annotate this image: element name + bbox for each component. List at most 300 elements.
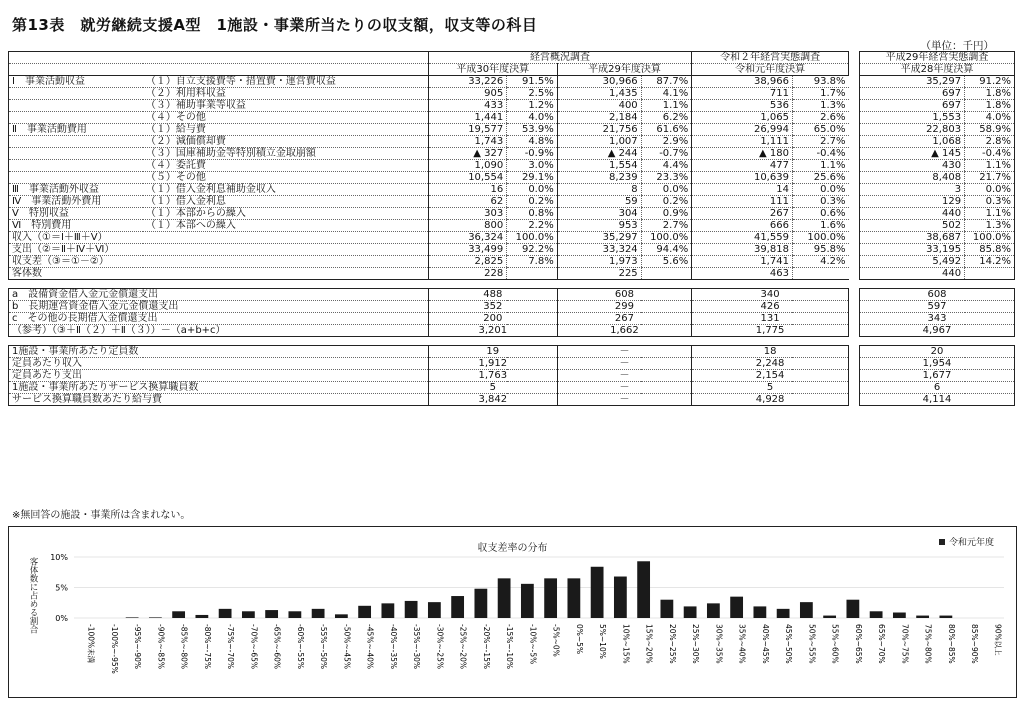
x-tick-label: 30%~35%: [714, 624, 724, 664]
ratio-cell: 4.8%: [507, 136, 558, 148]
table-row: [9, 196, 849, 208]
year1-header: 平成30年度決算: [428, 64, 557, 76]
chart-bar: [288, 611, 301, 618]
amount-cell: 129: [860, 196, 965, 208]
amount-cell: 2,184: [557, 112, 641, 124]
value-cell: 352: [428, 301, 557, 313]
amount-cell: 1,973: [557, 256, 641, 268]
x-tick-label: -20%~-15%: [481, 624, 491, 670]
table-row: [860, 100, 1015, 112]
chart-bar: [846, 600, 859, 618]
table-row: [860, 256, 1015, 268]
year3-header: 令和元年度決算: [692, 64, 849, 76]
amount-cell: 267: [692, 208, 793, 220]
x-tick-label: -15%~-10%: [505, 624, 515, 670]
amount-cell: 430: [860, 160, 965, 172]
table-row: [860, 76, 1015, 88]
table-row: [9, 301, 849, 313]
amount-cell: 10,639: [692, 172, 793, 184]
chart-bar: [149, 617, 162, 618]
ratio-cell: 0.9%: [641, 208, 692, 220]
row-category: [9, 112, 143, 124]
x-tick-label: -95%~-90%: [133, 624, 143, 670]
value-cell: 608: [557, 289, 691, 301]
x-tick-label: -25%~-20%: [458, 624, 468, 670]
table-row: [860, 301, 1015, 313]
amount-cell: 1,090: [428, 160, 506, 172]
ratio-cell: 2.8%: [965, 136, 1015, 148]
amount-cell: 1,554: [557, 160, 641, 172]
ratio-cell: 2.7%: [792, 136, 848, 148]
amount-cell: 1,111: [692, 136, 793, 148]
ratio-cell: [507, 268, 558, 280]
x-tick-label: 55%~60%: [830, 624, 840, 664]
ratio-cell: 0.3%: [792, 196, 848, 208]
row-category: [9, 160, 143, 172]
x-tick-label: -100%未満: [86, 624, 96, 664]
row-category: [9, 136, 143, 148]
table-row: [860, 196, 1015, 208]
chart-bar: [660, 600, 673, 618]
x-tick-label: 50%~55%: [807, 624, 817, 664]
table-row: [9, 220, 849, 232]
chart-bar: [916, 616, 929, 618]
amount-cell: 1,743: [428, 136, 506, 148]
x-tick-label: 10%~15%: [621, 624, 631, 664]
x-tick-label: 65%~70%: [877, 624, 887, 664]
ratio-cell: 6.2%: [641, 112, 692, 124]
row-item: （１）本部からの繰入: [143, 208, 428, 220]
ratio-cell: 53.9%: [507, 124, 558, 136]
value-cell: 3,842: [428, 394, 557, 406]
amount-cell: 14: [692, 184, 793, 196]
value-cell: 18: [692, 346, 849, 358]
value-cell: 6: [860, 382, 1015, 394]
chart-bar: [498, 578, 511, 618]
value-cell: 1,775: [692, 325, 849, 337]
ratio-cell: 65.0%: [792, 124, 848, 136]
x-tick-label: -45%~-40%: [365, 624, 375, 670]
x-tick-label: 90%以上: [993, 624, 1003, 656]
x-tick-label: -75%~-70%: [226, 624, 236, 670]
value-cell: 299: [557, 301, 691, 313]
chart-bar: [939, 616, 952, 618]
amount-cell: 33,226: [428, 76, 506, 88]
value-cell: 131: [692, 313, 849, 325]
amount-cell: 502: [860, 220, 965, 232]
table-row: [860, 112, 1015, 124]
amount-cell: 26,994: [692, 124, 793, 136]
page-title: 第13表 就労継続支援A型 1施設・事業所当たりの収支額，収支等の科目: [12, 16, 538, 34]
chart-bar: [242, 611, 255, 618]
x-tick-label: -50%~-45%: [342, 624, 352, 670]
row-category: [9, 88, 143, 100]
unit-label: （単位：千円）: [920, 40, 994, 52]
row-category: Ⅰ 事業活動収益: [9, 76, 143, 88]
chart-bar: [823, 616, 836, 618]
chart-bar: [474, 589, 487, 618]
survey3-header: 平成29年経営実態調査: [860, 52, 1015, 64]
amount-cell: 1,065: [692, 112, 793, 124]
amount-cell: ▲ 244: [557, 148, 641, 160]
table-row: [860, 184, 1015, 196]
x-tick-label: -60%~-55%: [295, 624, 305, 670]
value-cell: 4,928: [692, 394, 849, 406]
x-tick-label: -80%~-75%: [202, 624, 212, 670]
ratio-cell: [792, 268, 848, 280]
ratio-cell: -0.7%: [641, 148, 692, 160]
ratio-cell: 4.2%: [792, 256, 848, 268]
table-row: [860, 289, 1015, 301]
ratio-cell: 1.2%: [507, 100, 558, 112]
ratio-cell: 100.0%: [965, 232, 1015, 244]
amount-cell: 697: [860, 100, 965, 112]
ratio-cell: 1.6%: [792, 220, 848, 232]
value-cell: 1,662: [557, 325, 691, 337]
value-cell: －: [557, 394, 691, 406]
table-row: [860, 268, 1015, 280]
row-item: （１）借入金利息補助金収入: [143, 184, 428, 196]
amount-cell: 666: [692, 220, 793, 232]
x-tick-label: 15%~20%: [644, 624, 654, 664]
ratio-cell: 4.0%: [507, 112, 558, 124]
ratio-cell: 2.9%: [641, 136, 692, 148]
row-item: （２）減価償却費: [143, 136, 428, 148]
chart-bar: [381, 603, 394, 618]
row-category: Ⅵ 特別費用: [9, 220, 143, 232]
table-row: [860, 346, 1015, 358]
chart-bar: [707, 603, 720, 618]
amount-cell: 536: [692, 100, 793, 112]
ratio-cell: 93.8%: [792, 76, 848, 88]
table-row: [9, 256, 849, 268]
row-item: （４）委託費: [143, 160, 428, 172]
value-cell: －: [557, 370, 691, 382]
y-tick-label: 5%: [55, 583, 68, 593]
ratio-cell: 4.4%: [641, 160, 692, 172]
row-label: 定員あたり収入: [9, 358, 429, 370]
amount-cell: 39,818: [692, 244, 793, 256]
amount-cell: 38,687: [860, 232, 965, 244]
value-cell: －: [557, 358, 691, 370]
table-row: [860, 160, 1015, 172]
table-row: [9, 88, 849, 100]
year4-header: 平成28年度決算: [860, 64, 1015, 76]
row-category: 客体数: [9, 268, 429, 280]
row-category: Ⅳ 事業活動外費用: [9, 196, 143, 208]
chart-bar: [777, 609, 790, 618]
x-tick-label: 40%~45%: [760, 624, 770, 664]
chart-bar: [753, 606, 766, 618]
x-tick-label: 75%~80%: [923, 624, 933, 664]
ratio-cell: 7.8%: [507, 256, 558, 268]
chart-svg: [9, 527, 1016, 697]
x-tick-label: -90%~-85%: [156, 624, 166, 670]
x-tick-label: 80%~85%: [946, 624, 956, 664]
side-table: [859, 51, 1015, 406]
row-item: （４）その他: [143, 112, 428, 124]
table-row: [9, 358, 849, 370]
ratio-cell: -0.4%: [965, 148, 1015, 160]
amount-cell: 30,966: [557, 76, 641, 88]
chart-bar: [312, 609, 325, 618]
value-cell: 267: [557, 313, 691, 325]
amount-cell: 38,966: [692, 76, 793, 88]
ratio-cell: -0.9%: [507, 148, 558, 160]
chart-bar: [451, 596, 464, 618]
value-cell: 340: [692, 289, 849, 301]
amount-cell: 2,825: [428, 256, 506, 268]
x-tick-label: -30%~-25%: [435, 624, 445, 670]
amount-cell: 303: [428, 208, 506, 220]
row-label: c その他の長期借入金償還支出: [9, 313, 429, 325]
chart-bar: [265, 610, 278, 618]
x-tick-label: 60%~65%: [853, 624, 863, 664]
x-tick-label: 25%~30%: [691, 624, 701, 664]
chart-bar: [730, 597, 743, 618]
distribution-chart: [8, 526, 1017, 698]
table-row: [9, 148, 849, 160]
ratio-cell: 58.9%: [965, 124, 1015, 136]
table-row: [860, 244, 1015, 256]
ratio-cell: 91.2%: [965, 76, 1015, 88]
table-row: [860, 136, 1015, 148]
footnote: ※無回答の施設・事業所は含まれない。: [12, 510, 191, 521]
chart-bar: [126, 617, 139, 618]
chart-bar: [591, 567, 604, 618]
value-cell: 5: [692, 382, 849, 394]
value-cell: 3,201: [428, 325, 557, 337]
chart-bar: [637, 561, 650, 618]
table-row: [9, 346, 849, 358]
amount-cell: 35,297: [860, 76, 965, 88]
table-row: [860, 358, 1015, 370]
chart-bar: [358, 606, 371, 618]
row-label: 1施設・事業所あたりサービス換算職員数: [9, 382, 429, 394]
table-row: [860, 220, 1015, 232]
ratio-cell: 0.8%: [507, 208, 558, 220]
ratio-cell: 0.3%: [965, 196, 1015, 208]
ratio-cell: 85.8%: [965, 244, 1015, 256]
table-row: [9, 76, 849, 88]
row-item: （３）国庫補助金等特別積立金取崩額: [143, 148, 428, 160]
amount-cell: 62: [428, 196, 506, 208]
row-category: Ⅲ 事業活動外収益: [9, 184, 143, 196]
row-category: [9, 148, 143, 160]
amount-cell: 35,297: [557, 232, 641, 244]
table-row: [860, 148, 1015, 160]
row-item: （１）借入金利息: [143, 196, 428, 208]
amount-cell: 697: [860, 88, 965, 100]
chart-bar: [219, 609, 232, 618]
x-tick-label: -40%~-35%: [388, 624, 398, 670]
table-row: [9, 244, 849, 256]
amount-cell: 800: [428, 220, 506, 232]
table-row: [9, 268, 849, 280]
table-row: [9, 394, 849, 406]
ratio-cell: [641, 268, 692, 280]
amount-cell: 228: [428, 268, 506, 280]
value-cell: 608: [860, 289, 1015, 301]
ratio-cell: 4.1%: [641, 88, 692, 100]
ratio-cell: 61.6%: [641, 124, 692, 136]
value-cell: 19: [428, 346, 557, 358]
survey2-header: 令和２年経営実態調査: [692, 52, 849, 64]
amount-cell: 59: [557, 196, 641, 208]
y-tick-label: 10%: [50, 553, 68, 562]
ratio-cell: 25.6%: [792, 172, 848, 184]
amount-cell: 8,239: [557, 172, 641, 184]
value-cell: 488: [428, 289, 557, 301]
amount-cell: 1,007: [557, 136, 641, 148]
row-item: （１）自立支援費等・措置費・運営費収益: [143, 76, 428, 88]
table-row: [860, 382, 1015, 394]
value-cell: 2,154: [692, 370, 849, 382]
value-cell: 1,677: [860, 370, 1015, 382]
ratio-cell: 100.0%: [641, 232, 692, 244]
amount-cell: 1,741: [692, 256, 793, 268]
chart-title: 収支差率の分布: [477, 543, 548, 554]
x-tick-label: -35%~-30%: [412, 624, 422, 670]
table-row: [860, 172, 1015, 184]
ratio-cell: 1.8%: [965, 88, 1015, 100]
x-tick-label: 20%~25%: [667, 624, 677, 664]
ratio-cell: 2.6%: [792, 112, 848, 124]
survey1-header: 経営概況調査: [428, 52, 691, 64]
ratio-cell: 3.0%: [507, 160, 558, 172]
ratio-cell: 92.2%: [507, 244, 558, 256]
ratio-cell: 2.2%: [507, 220, 558, 232]
ratio-cell: 1.3%: [792, 100, 848, 112]
x-tick-label: -85%~-80%: [179, 624, 189, 670]
ratio-cell: 29.1%: [507, 172, 558, 184]
x-tick-label: -5%~0%: [551, 624, 561, 657]
ratio-cell: 0.0%: [792, 184, 848, 196]
chart-bar: [567, 578, 580, 618]
amount-cell: 477: [692, 160, 793, 172]
x-tick-label: 45%~50%: [784, 624, 794, 664]
amount-cell: 33,324: [557, 244, 641, 256]
y-tick-label: 0%: [55, 614, 68, 623]
amount-cell: 36,324: [428, 232, 506, 244]
chart-bar: [544, 578, 557, 618]
amount-cell: 10,554: [428, 172, 506, 184]
y-axis-label: 客体数に占める割合: [28, 557, 38, 634]
row-label: サービス換算職員数あたり給与費: [9, 394, 429, 406]
row-item: （３）補助事業等収益: [143, 100, 428, 112]
x-tick-label: 35%~40%: [737, 624, 747, 664]
table-row: [860, 394, 1015, 406]
x-tick-label: -55%~-50%: [319, 624, 329, 670]
amount-cell: 5,492: [860, 256, 965, 268]
amount-cell: 3: [860, 184, 965, 196]
x-tick-label: -65%~-60%: [272, 624, 282, 670]
row-item: （５）その他: [143, 172, 428, 184]
row-item: （１）給与費: [143, 124, 428, 136]
amount-cell: 33,195: [860, 244, 965, 256]
table-row: [860, 370, 1015, 382]
chart-bar: [428, 602, 441, 618]
ratio-cell: 23.3%: [641, 172, 692, 184]
value-cell: 1,954: [860, 358, 1015, 370]
ratio-cell: 5.6%: [641, 256, 692, 268]
value-cell: 200: [428, 313, 557, 325]
table-row: [860, 232, 1015, 244]
chart-bar: [335, 614, 348, 618]
ratio-cell: 4.0%: [965, 112, 1015, 124]
row-label: 定員あたり支出: [9, 370, 429, 382]
table-row: [9, 124, 849, 136]
row-category: [9, 100, 143, 112]
ratio-cell: 2.7%: [641, 220, 692, 232]
chart-bar: [870, 611, 883, 618]
amount-cell: ▲ 180: [692, 148, 793, 160]
value-cell: 1,763: [428, 370, 557, 382]
amount-cell: 304: [557, 208, 641, 220]
table-row: [9, 184, 849, 196]
row-category: [9, 172, 143, 184]
amount-cell: 225: [557, 268, 641, 280]
chart-bar: [521, 584, 534, 618]
table-row: [9, 325, 849, 337]
row-item: （２）利用料収益: [143, 88, 428, 100]
amount-cell: 22,803: [860, 124, 965, 136]
x-tick-label: 5%~10%: [598, 624, 608, 659]
row-label: a 設備資金借入金元金償還支出: [9, 289, 429, 301]
amount-cell: 8: [557, 184, 641, 196]
ratio-cell: 91.5%: [507, 76, 558, 88]
ratio-cell: 0.6%: [792, 208, 848, 220]
amount-cell: 400: [557, 100, 641, 112]
ratio-cell: 94.4%: [641, 244, 692, 256]
amount-cell: 1,068: [860, 136, 965, 148]
chart-bar: [405, 601, 418, 618]
amount-cell: 111: [692, 196, 793, 208]
ratio-cell: 0.0%: [507, 184, 558, 196]
legend-label: 令和元年度: [948, 538, 994, 548]
row-category: 支出（②＝Ⅱ＋Ⅳ＋Ⅵ）: [9, 244, 429, 256]
value-cell: 20: [860, 346, 1015, 358]
value-cell: 2,248: [692, 358, 849, 370]
x-tick-label: 85%~90%: [970, 624, 980, 664]
year2-header: 平成29年度決算: [557, 64, 691, 76]
amount-cell: 33,499: [428, 244, 506, 256]
ratio-cell: 1.1%: [792, 160, 848, 172]
amount-cell: 19,577: [428, 124, 506, 136]
table-row: [9, 313, 849, 325]
ratio-cell: 21.7%: [965, 172, 1015, 184]
table-row: [9, 232, 849, 244]
table-row: [9, 208, 849, 220]
value-cell: 426: [692, 301, 849, 313]
table-row: [9, 289, 849, 301]
table-row: [9, 172, 849, 184]
table-row: [9, 112, 849, 124]
amount-cell: 1,553: [860, 112, 965, 124]
value-cell: 597: [860, 301, 1015, 313]
amount-cell: 440: [860, 268, 965, 280]
table-row: [9, 160, 849, 172]
x-tick-label: 70%~75%: [900, 624, 910, 664]
ratio-cell: 1.3%: [965, 220, 1015, 232]
value-cell: 4,114: [860, 394, 1015, 406]
chart-bar: [800, 602, 813, 618]
amount-cell: 1,441: [428, 112, 506, 124]
ratio-cell: [965, 268, 1015, 280]
amount-cell: 953: [557, 220, 641, 232]
x-tick-label: 0%~5%: [574, 624, 584, 655]
ratio-cell: 100.0%: [792, 232, 848, 244]
